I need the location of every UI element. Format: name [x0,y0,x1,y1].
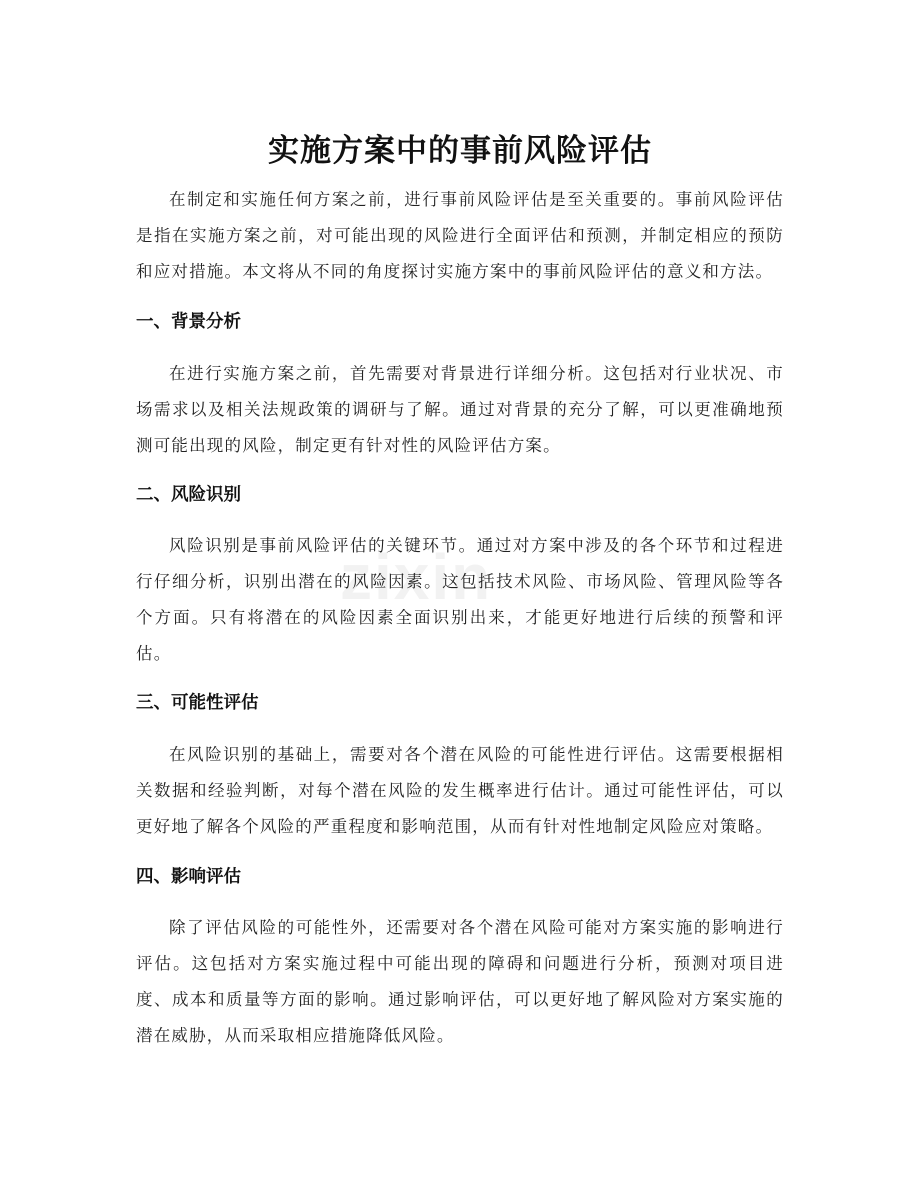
section-body-impact-assessment: 除了评估风险的可能性外，还需要对各个潜在风险可能对方案实施的影响进行评估。这包括对方案实施过程中可能出现的障碍和问题进行分析，预测对项目进度、成本和质量等方面的影响。通过影响评估，可以更好地了解风险对方案实施的潜在威胁，从而采取相应措施降低风险。 [136,918,784,1045]
document-title: 实施方案中的事前风险评估 [268,132,652,169]
section-heading-likelihood-assessment: 三、可能性评估 [136,693,259,713]
section-body-risk-identification: 风险识别是事前风险评估的关键环节。通过对方案中涉及的各个环节和过程进行仔细分析，识别出潜在的风险因素。这包括技术风险、市场风险、管理风险等各个方面。只有将潜在的风险因素全面识别出来，才能更好地进行后续的预警和评估。 [136,536,784,663]
intro-paragraph: 在制定和实施任何方案之前，进行事前风险评估是至关重要的。事前风险评估是指在实施方案之前，对可能出现的风险进行全面评估和预测，并制定相应的预防和应对措施。本文将从不同的角度探讨实施方案中的事前风险评估的意义和方法。 [136,190,784,281]
watermark: zixin [340,541,493,613]
section-body-background: 在进行实施方案之前，首先需要对背景进行详细分析。这包括对行业状况、市场需求以及相关法规政策的调研与了解。通过对背景的充分了解，可以更准确地预测可能出现的风险，制定更有针对性的风险评估方案。 [136,364,784,455]
section-heading-impact-assessment: 四、影响评估 [136,867,241,887]
section-heading-background: 一、背景分析 [136,312,241,332]
section-body-likelihood-assessment: 在风险识别的基础上，需要对各个潜在风险的可能性进行评估。这需要根据相关数据和经验判断，对每个潜在风险的发生概率进行估计。通过可能性评估，可以更好地了解各个风险的严重程度和影响范围，从而有针对性地制定风险应对策略。 [136,745,784,836]
section-heading-risk-identification: 二、风险识别 [136,485,241,505]
